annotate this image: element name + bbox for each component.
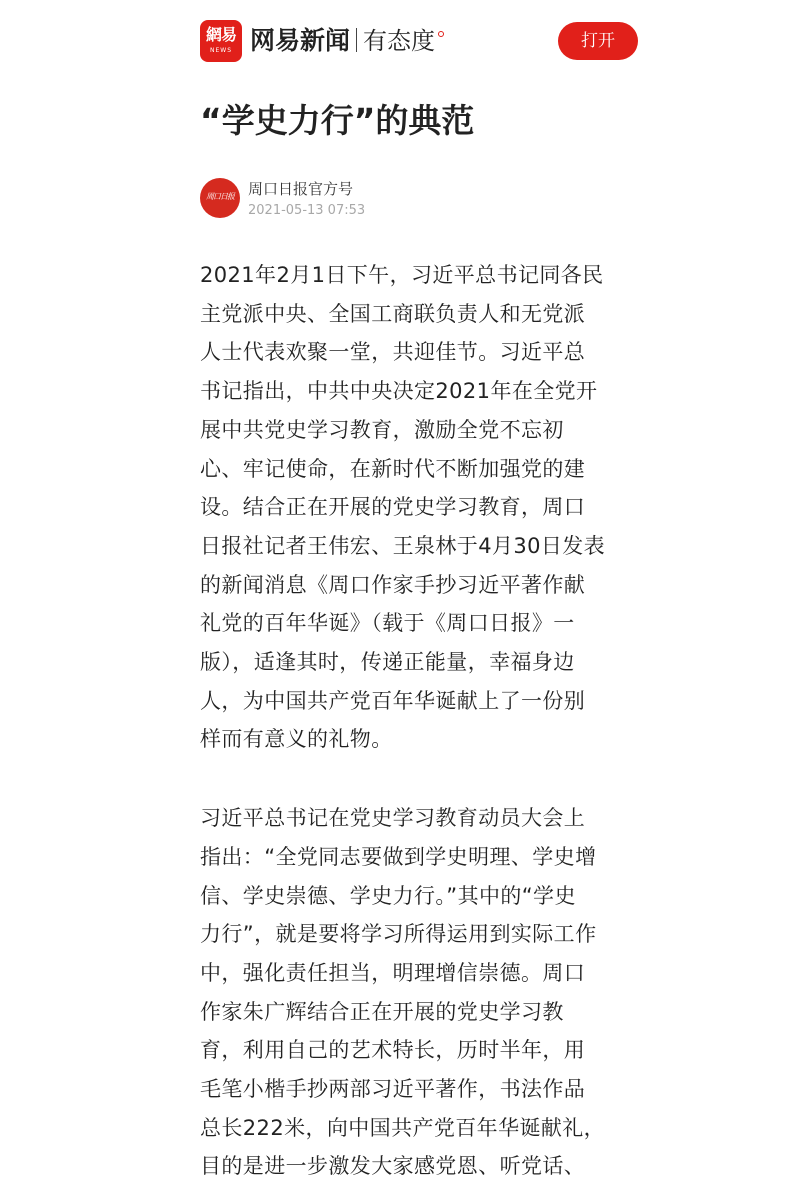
brand-divider [356,28,357,52]
open-app-button[interactable]: 打开 [558,22,638,60]
article-paragraph-1 [200,256,638,759]
paragraph-line: 信、学史崇德、学史力行。”其中的“学史 [200,883,576,908]
brand-slogan-text: 有态度 [363,27,436,55]
brand-slogan [363,27,435,55]
author-info [200,176,640,224]
paragraph-line: 展中共党史学习教育，激励全党不忘初 [200,417,564,442]
paragraph-line: 目的是进一步激发大家感党恩、听党话、 [200,1154,586,1179]
brand-lockup[interactable] [250,22,435,60]
brand-name: 网易新闻 [250,26,351,55]
paragraph-line: 礼党的百年华诞》（载于《周口日报》一 [200,611,575,636]
paragraph-line: 主党派中央、全国工商联负责人和无党派 [200,301,586,326]
paragraph-line: 人，为中国共产党百年华诞献上了一份别 [200,688,586,713]
paragraph-line: 样而有意义的礼物。 [200,727,393,752]
article-title: “学史力行”的典范 [200,101,475,140]
paragraph-line: 人士代表欢聚一堂，共迎佳节。习近平总 [200,340,586,365]
paragraph-spacer [200,759,638,799]
paragraph-line: 设。结合正在开展的党史学习教育，周口 [200,495,586,520]
paragraph-line: 的新闻消息《周口作家手抄习近平著作献 [200,572,586,597]
paragraph-line: 日报社记者王伟宏、王泉林于4月30日发表 [200,533,606,558]
paragraph-line: 作家朱广辉结合正在开展的党史学习教 [200,999,564,1024]
paragraph-line: 毛笔小楷手抄两部习近平著作，书法作品 [200,1077,586,1102]
article-body [200,256,638,1183]
paragraph-line: 书记指出，中共中央决定2021年在全党开 [200,379,598,404]
paragraph-line: 力行”，就是要将学习所得运用到实际工作 [200,922,597,947]
paragraph-line: 2021年2月1日下午，习近平总书记同各民 [200,263,604,287]
registered-dot-icon [438,31,444,37]
netease-news-logo-icon[interactable] [200,20,242,62]
paragraph-line: 育，利用自己的艺术特长，历时半年，用 [200,1038,586,1063]
avatar-logo-text: 周口日报 [206,192,234,201]
article-paragraph-2 [200,799,638,1183]
app-header [200,20,638,62]
publish-time: 2021-05-13 07:53 [248,203,366,218]
logo-main-text: 網易 [205,25,236,44]
zhoukou-daily-avatar-icon[interactable] [200,178,240,218]
paragraph-line: 习近平总书记在党史学习教育动员大会上 [200,806,586,831]
paragraph-line: 总长222米，向中国共产党百年华诞献礼， [200,1115,606,1140]
logo-sub-text: NEWS [209,47,233,54]
paragraph-line: 中，强化责任担当，明理增信崇德。周口 [200,960,586,985]
paragraph-line: 心、牢记使命，在新时代不断加强党的建 [200,456,586,481]
author-name[interactable]: 周口日报官方号 [248,180,354,198]
paragraph-line: 版），适逢其时，传递正能量，幸福身边 [200,650,575,675]
paragraph-line: 指出：“全党同志要做到学史明理、学史增 [200,844,597,869]
